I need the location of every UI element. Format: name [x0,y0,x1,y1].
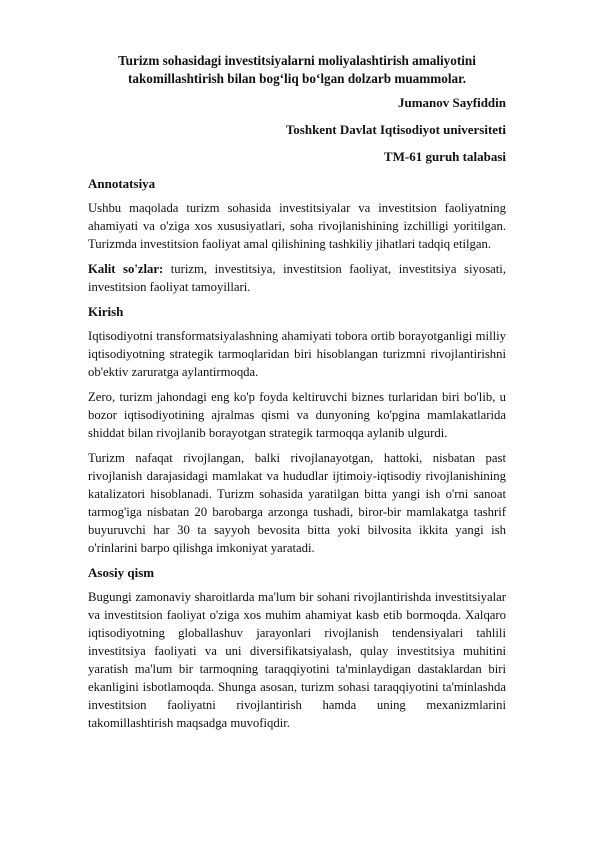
author-name: Jumanov Sayfiddin [397,95,506,110]
keywords-text: turizm, investitsiya, investitsion faoliyat, investitsiya siyosati, investitsion faoliyat tamoyillari. [88,262,506,294]
intro-heading: Kirish [88,304,124,319]
keywords-label: Kalit so'zlar: [88,262,164,276]
main-heading: Asosiy qism [88,565,155,580]
keywords-paragraph [88,260,506,296]
annotation-text: Ushbu maqolada turizm sohasida investitsiyalar va investitsion faoliyatning ahamiyati va o'ziga xos xususiyatlari, soha rivojlanishining izchilligi yoritilgan. Turizmda investitsion faoliyat amal qilishining tashkiliy jihatlari tadqiq etilgan. [88,201,506,251]
document-content [88,52,506,739]
article-title-line-1: Turizm sohasidagi investitsiyalarni moliyalashtirish amaliyotini [118,53,476,68]
author-group: TM-61 guruh talabasi [383,149,506,164]
intro-paragraph-1: Iqtisodiyotni transformatsiyalashning ahamiyati tobora ortib borayotganligi milliy iqtisodiyotning strategik tarmoqlaridan biri hisoblangan turizmni rivojlantirishni ob'ektiv zaruratga aylantirmoqda. [88,329,506,379]
author-university: Toshkent Davlat Iqtisodiyot universiteti [285,122,506,137]
article-title-line-2: takomillashtirish bilan bogʻliq boʻlgan dolzarb muammolar. [127,71,467,86]
main-paragraph: Bugungi zamonaviy sharoitlarda ma'lum bir sohani rivojlantirishda investitsiyalar va investitsion faoliyat o'ziga xos muhim ahamiyat kasb etib bormoqda. Xalqaro iqtisodiyotning globallashuv jarayonlari rivojlanish tendensiyalari tahlili investitsiya faoliyati va uni diversifikatsiyalash, qulay investitsiya muhitini yaratish ma'lum bir tarmoqning taraqqiyotini ta'minlaydigan dastaklardan biri ekanligini isbotlamoqda. Shunga asosan, turizm sohasi taraqqiyotini ta'minlashda investitsion faoliyatni rivojlantirish hamda uning mexanizmlarini takomillashtirish maqsadga muvofiqdir. [88,590,506,730]
article-title [88,52,506,88]
intro-paragraph-3: Turizm nafaqat rivojlangan, balki rivojlanayotgan, hattoki, nisbatan past rivojlanish darajasidagi mamlakat va hududlar ijtimoiy-iqtisodiy rivojlanishining katalizatori hisoblanadi. Turizm sohasida yaratilgan bitta yangi ish o'rni sanoat tarmog'iga nisbatan 20 barobarga arzonga tushadi, biror-bir mamlakatga tashrif buyuruvchi har 30 ta sayyoh bevosita bitta yoki bilvosita ikkita yangi ish o'rinlarini barpo qilishga imkoniyat yaratadi. [88,451,506,555]
intro-paragraph-2: Zero, turizm jahondagi eng ko'p foyda keltiruvchi biznes turlaridan biri bo'lib, u bozor iqtisodiyotining ajralmas qismi va dunyoning ko'pgina mamlakatlarida shiddat bilan rivojlanib borayotgan strategik tarmoqqa aylanib ulgurdi. [88,390,506,440]
annotation-heading: Annotatsiya [88,176,156,191]
